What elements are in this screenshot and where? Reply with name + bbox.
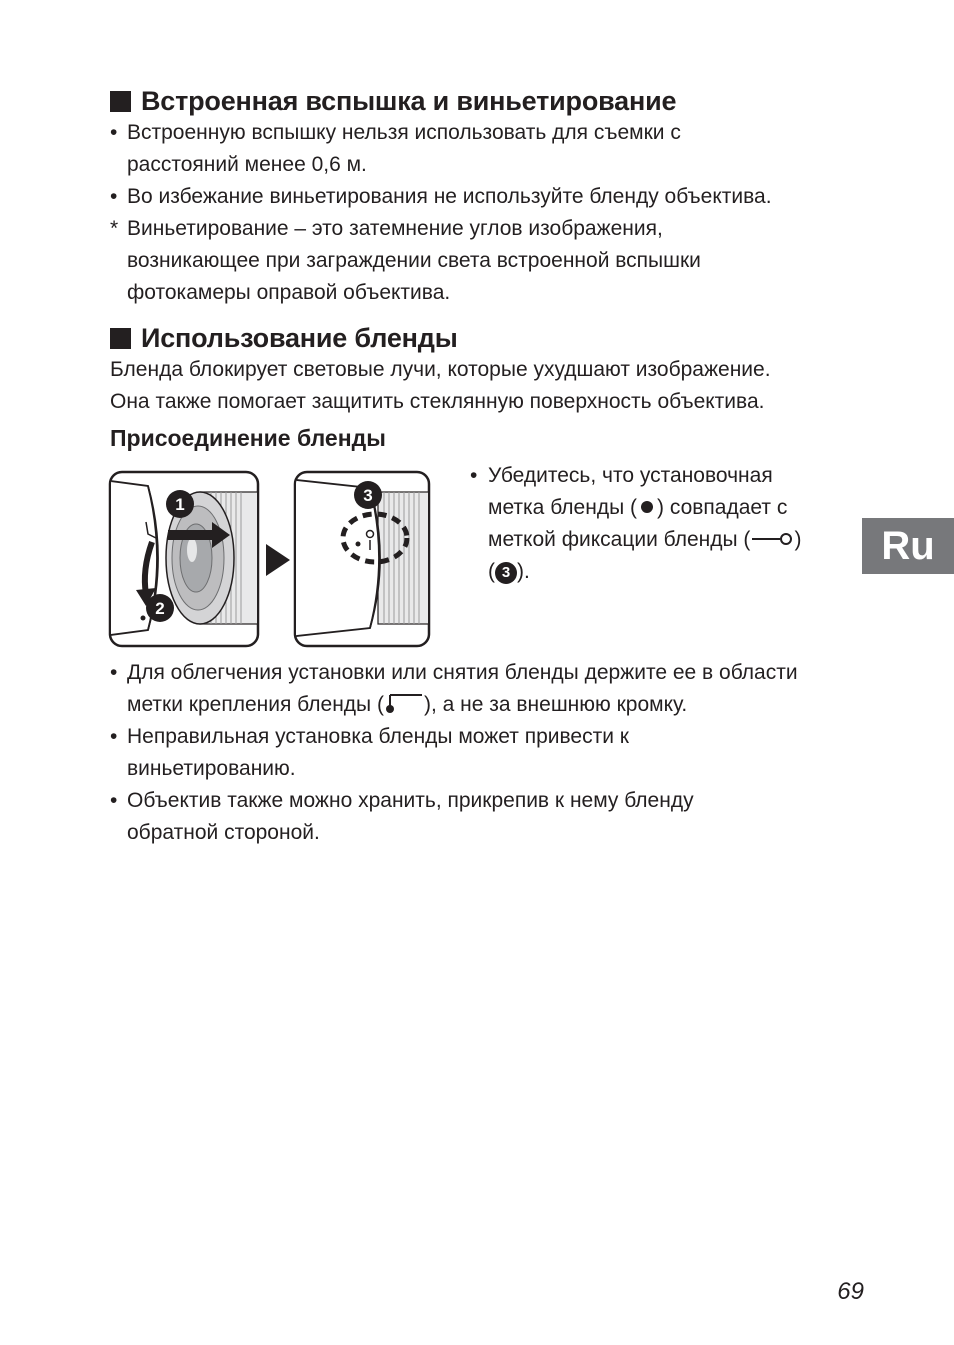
section-heading-lens-hood [110,323,458,354]
bullet-marker: • [110,789,118,812]
asterisk-marker: * [110,217,119,240]
list-item [110,117,850,181]
footnote-item [110,213,850,309]
section-heading-flash-vignetting [110,86,676,117]
note-text: ( [488,560,495,583]
list-item-line: расстояний менее 0,6 м. [127,153,367,176]
page-number: 69 [837,1278,864,1305]
list-item-line: Объектив также можно хранить, прикрепив к нему бленду [127,789,694,812]
list-item-line: Для облегчения установки или снятия бленды держите ее в области [127,661,798,684]
bullet-marker: • [110,725,118,748]
list-text: метки крепления бленды ( [127,693,384,716]
list-item-line: виньетированию. [127,757,296,780]
list-item-line: Виньетирование – это затемнение углов изображения, [127,217,663,240]
figure-frame-1 [108,472,260,646]
bullet-marker: • [110,185,118,208]
list-item-line: возникающее при заграждении света встроенной вспышки [127,249,701,272]
bullet-marker: • [470,464,478,487]
step-3-badge-icon: 3 [495,562,517,584]
list-item [110,181,850,213]
bullet-marker: • [110,661,118,684]
note-line [470,492,830,524]
note-line [470,556,830,588]
figure-frame-2 [278,472,438,646]
list-item-line [110,689,870,721]
list-item-line: Неправильная установка бленды может привести к [127,725,629,748]
list-item [110,657,870,721]
list-item-line: Во избежание виньетирования не используйте бленду объектива. [127,185,772,208]
bullet-marker: • [110,121,118,144]
note-line [470,524,830,556]
step-1-label: 1 [175,495,185,514]
hood-attachment-illustration [108,470,438,655]
intro-paragraph [110,354,850,418]
heading-square-icon [110,91,131,112]
note-text: меткой фиксации бленды ( [488,528,751,551]
list-text: ), а не за внешнюю кромку. [423,693,688,716]
note-text: метка бленды ( [488,496,637,519]
note-line: Убедитесь, что установочная [488,464,773,487]
list-item-line: Встроенную вспышку нельзя использовать для съемки с [127,121,681,144]
alignment-note [470,460,830,588]
language-tab: Ru [862,518,954,574]
next-step-arrow-icon [266,544,290,576]
step-3-label: 3 [363,486,373,505]
subsection-title: Присоединение бленды [110,425,386,451]
list-item-line: обратной стороной. [127,821,320,844]
note-text: ). [517,560,530,583]
list-item [110,785,850,849]
section-title: Использование бленды [141,323,458,353]
section-title: Встроенная вспышка и виньетирование [141,86,677,116]
step-2-label: 2 [155,599,165,618]
hood-attachment-mark-icon [384,692,424,714]
heading-square-icon [110,328,131,349]
list-item [110,721,850,785]
hood-mounting-dot-icon [641,501,653,513]
list-item-line: фотокамеры оправой объектива. [127,281,451,304]
hood-lock-mark-icon [750,531,794,547]
paragraph-line: Она также помогает защитить стеклянную поверхность объектива. [110,390,765,413]
paragraph-line: Бленда блокирует световые лучи, которые ухудшают изображение. [110,358,771,381]
note-text: ) [794,528,802,551]
note-text: ) совпадает с [657,496,788,519]
